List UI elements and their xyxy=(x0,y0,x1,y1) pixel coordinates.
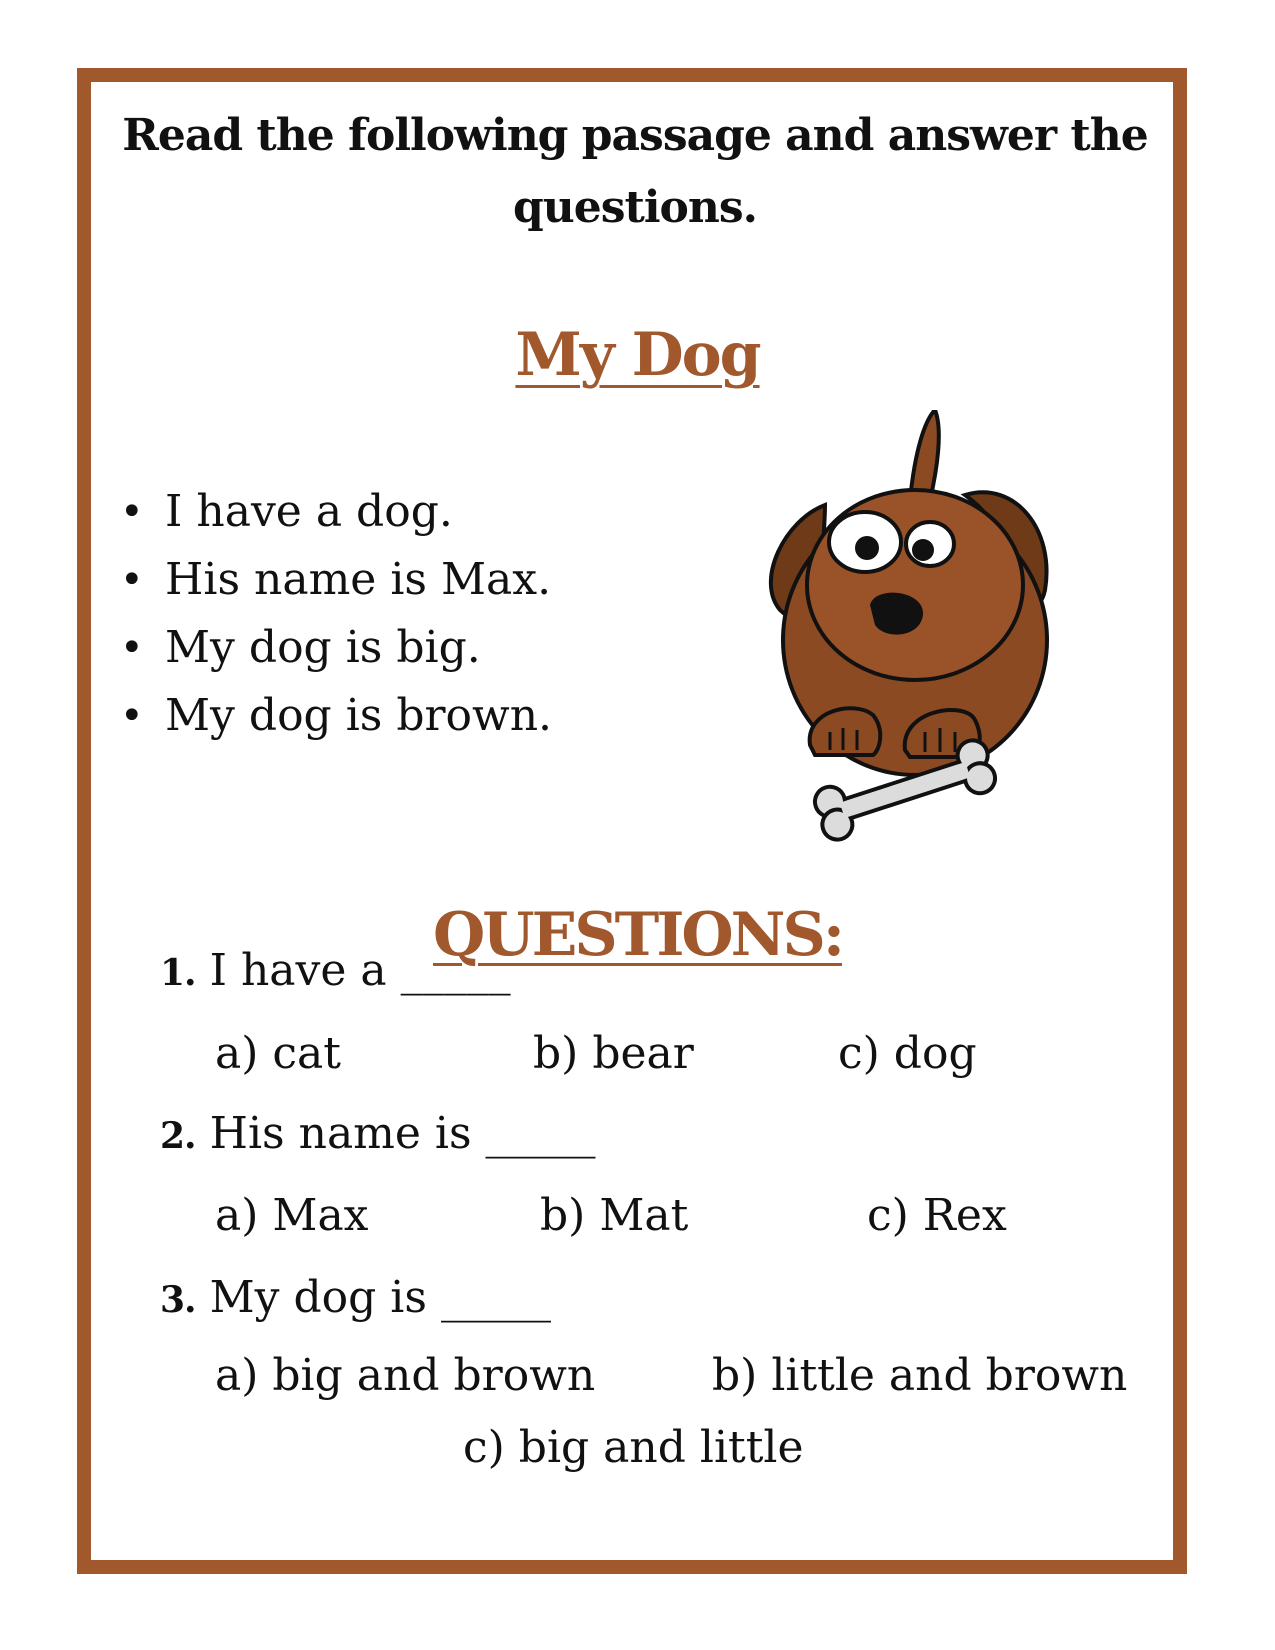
question-number: 1. xyxy=(160,952,196,994)
instructions: Read the following passage and answer the questions. xyxy=(122,110,1148,233)
dog-with-bone-icon xyxy=(765,410,1115,870)
option-1b: b) bear xyxy=(533,1028,694,1079)
questions-heading: QUESTIONS: xyxy=(433,900,842,970)
question-number: 3. xyxy=(160,1279,196,1321)
option-2b: b) Mat xyxy=(540,1190,689,1241)
passage-title: My Dog xyxy=(515,320,760,390)
passage-sentence: • I have a dog. xyxy=(120,478,552,546)
option-3a: a) big and brown xyxy=(215,1350,596,1401)
option-3c: c) big and little xyxy=(463,1422,804,1473)
passage-sentence: • His name is Max. xyxy=(120,546,552,614)
question-1 xyxy=(160,945,511,996)
passage-list xyxy=(120,478,552,750)
option-2a: a) Max xyxy=(215,1190,369,1241)
passage-sentence: • My dog is big. xyxy=(120,614,552,682)
question-text: My dog is _____ xyxy=(209,1272,551,1323)
question-3 xyxy=(160,1272,551,1323)
question-text: His name is _____ xyxy=(209,1108,596,1159)
passage-sentence: • My dog is brown. xyxy=(120,682,552,750)
option-1c: c) dog xyxy=(838,1028,977,1079)
question-number: 2. xyxy=(160,1115,196,1157)
option-2c: c) Rex xyxy=(867,1190,1007,1241)
option-1a: a) cat xyxy=(215,1028,341,1079)
question-text: I have a _____ xyxy=(209,945,511,996)
option-3b: b) little and brown xyxy=(712,1350,1128,1401)
question-2 xyxy=(160,1108,596,1159)
